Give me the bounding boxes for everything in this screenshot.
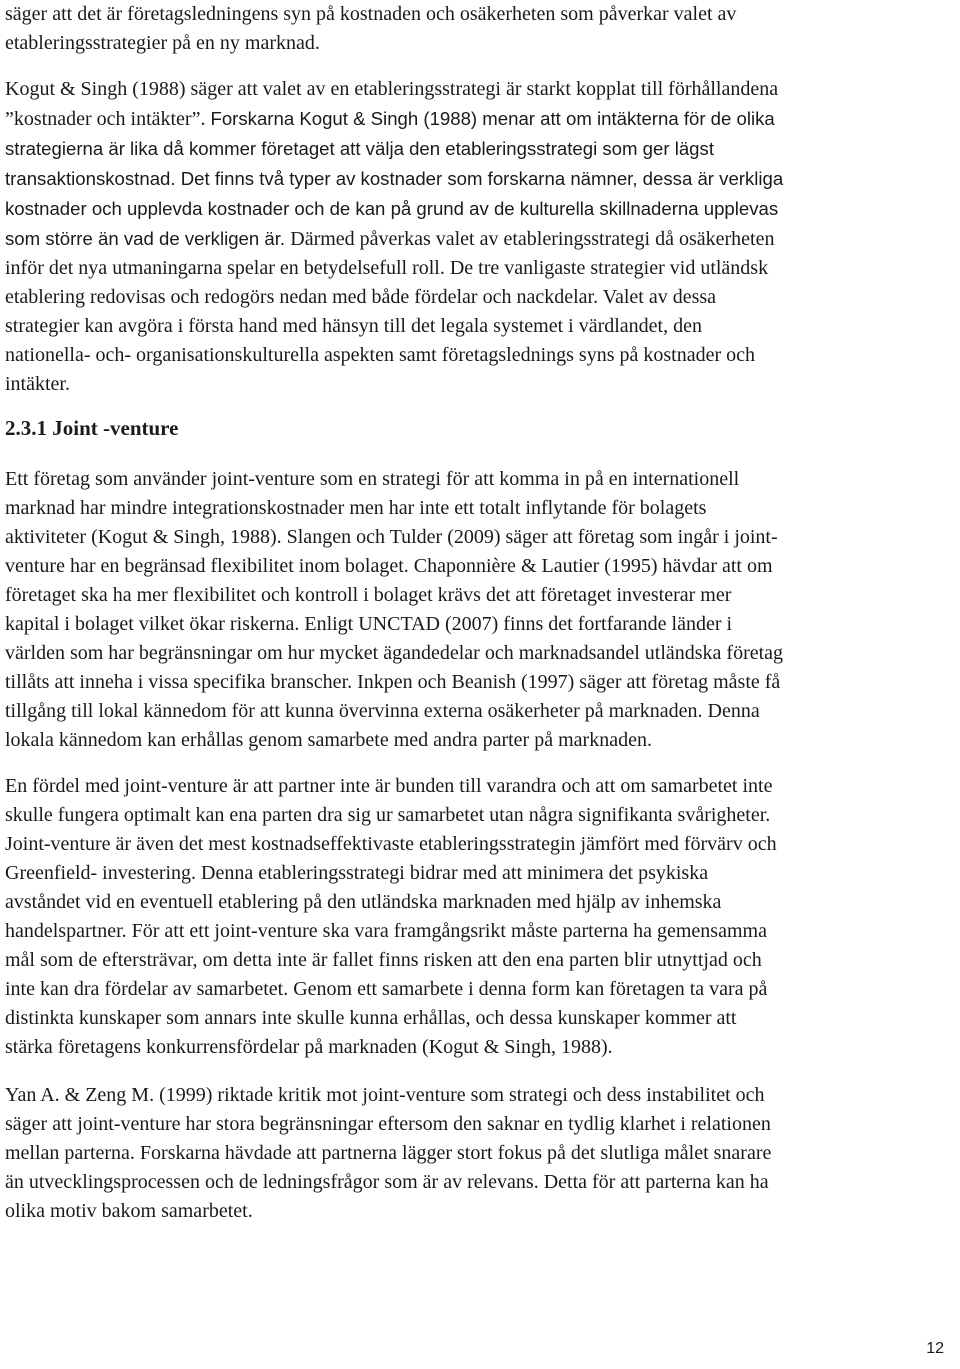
text-line (5, 859, 957, 888)
text-line (5, 639, 957, 668)
text-segment: mellan parterna. Forskarna hävdade att partnerna lägger stort fokus på det slutliga målet snarare (5, 1142, 772, 1164)
text-line (5, 1081, 957, 1110)
text-line (5, 946, 957, 975)
text-segment: som större än vad de verkligen är. (5, 228, 291, 249)
text-segment: kapital i bolaget vilket ökar riskerna. Enligt UNCTAD (2007) finns det fortfarande länder i (5, 613, 733, 635)
text-segment: strategier kan avgöra i första hand med hänsyn till det legala systemet i värdlandet, den (5, 315, 702, 337)
text-line (5, 552, 957, 581)
section-heading: 2.3.1 Joint -venture (5, 416, 179, 440)
text-segment: kostnader och upplevda kostnader och de kan på grund av de kulturella skillnaderna upplevas (5, 198, 779, 219)
text-segment: nationella- och- organisationskulturella aspekten samt företagslednings syns på kostnader och (5, 344, 755, 366)
text-segment: Kogut & Singh (1988) säger att valet av en etableringsstrategi är starkt kopplat till förhållandena (5, 78, 779, 100)
text-segment: stärka företagens konkurrensfördelar på marknaden (Kogut & Singh, 1988). (5, 1036, 613, 1058)
text-line (5, 917, 957, 946)
text-line (5, 104, 957, 134)
text-segment: inte kan dra fördelar av samarbetet. Genom ett samarbete i denna form kan företagen ta vara på (5, 978, 768, 1000)
text-segment: företaget ska ha mer flexibilitet och kontroll i bolaget krävs det att företaget investerar mer (5, 584, 732, 606)
text-segment: strategierna är lika då kommer företaget att välja den etableringsstrategi som ger lägst (5, 138, 714, 159)
text-segment: intäkter. (5, 373, 70, 395)
text-line (5, 370, 957, 399)
text-line (5, 975, 957, 1004)
text-segment: handelspartner. För att ett joint-venture ska vara framgångsrikt måste parterna ha gemensamma (5, 920, 767, 942)
text-segment: Greenfield- investering. Denna etableringsstrategi bidrar med att minimera det psykiska (5, 862, 709, 884)
text-line (5, 1033, 957, 1062)
text-segment: tillgång till lokal kännedom för att kunna övervinna externa osäkerheter på marknaden. Denna (5, 700, 760, 722)
text-segment: Ett företag som använder joint-venture som en strategi för att komma in på en internationell (5, 468, 740, 490)
text-line (5, 29, 957, 58)
text-line (5, 523, 957, 552)
text-segment: etableringsstrategier på en ny marknad. (5, 32, 320, 54)
text-line (5, 224, 957, 254)
text-segment: avståndet vid en eventuell etablering på den utländska marknaden med hjälp av inhemska (5, 891, 722, 913)
text-line (5, 75, 957, 104)
text-segment: olika motiv bakom samarbetet. (5, 1200, 253, 1222)
text-segment: än utvecklingsprocessen och de ledningsfrågor som är av relevans. Detta för att parterna kan ha (5, 1171, 769, 1193)
page-number: 12 (926, 1340, 944, 1357)
text-segment: transaktionskostnad. (5, 168, 181, 189)
text-line (5, 668, 957, 697)
text-line (5, 341, 957, 370)
text-segment: Forskarna Kogut & Singh (1988) menar att om intäkterna för de olika (210, 108, 775, 129)
text-line (5, 830, 957, 859)
text-segment: säger att joint-venture har stora begränsningar eftersom den saknar en tydlig klarhet i relationen (5, 1113, 771, 1135)
text-segment: lokala kännedom kan erhållas genom samarbete med andra parter på marknaden. (5, 729, 652, 751)
text-segment: aktiviteter (Kogut & Singh, 1988). Slangen och Tulder (2009) säger att företag som ingår i joint- (5, 526, 778, 548)
text-line (5, 494, 957, 523)
text-line (5, 772, 957, 801)
text-segment: mål som de eftersträvar, om detta inte är fallet finns risken att den ena parten blir utnyttjad och (5, 949, 762, 971)
text-line (5, 134, 957, 164)
text-line (5, 610, 957, 639)
text-line (5, 801, 957, 830)
text-line (5, 465, 957, 494)
text-segment: tillåts att inneha i vissa specifika branscher. Inkpen och Beanish (1997) säger att företag måste få (5, 671, 781, 693)
paragraph-intro (5, 0, 957, 58)
text-segment: etablering redovisas och redogörs nedan med både fördelar och nackdelar. Valet av dessa (5, 286, 717, 308)
text-segment: skulle fungera optimalt kan ena parten dra sig ur samarbetet utan några signifikanta svårigheter. (5, 804, 771, 826)
text-line (5, 0, 957, 29)
text-segment: Därmed påverkas valet av etableringsstrategi då osäkerheten (290, 228, 775, 250)
text-segment: Joint-venture är även det mest kostnadseffektivaste etableringsstrategin jämfört med förvärv och (5, 833, 777, 855)
text-line (5, 254, 957, 283)
paragraph-joint-venture (5, 465, 957, 755)
text-line (5, 1168, 957, 1197)
text-segment: marknad har mindre integrationskostnader men har inte ett totalt inflytande för bolagets (5, 497, 707, 519)
text-line (5, 726, 957, 755)
text-line (5, 697, 957, 726)
text-segment: världen som har begränsningar om hur mycket ägandedelar och marknadsandel utländska företag (5, 642, 784, 664)
text-line (5, 312, 957, 341)
paragraph-criticism (5, 1081, 957, 1226)
text-line (5, 1110, 957, 1139)
text-segment: Yan A. & Zeng M. (1999) riktade kritik mot joint-venture som strategi och dess instabilitet och (5, 1084, 765, 1106)
text-line (5, 1139, 957, 1168)
text-line (5, 888, 957, 917)
text-line (5, 1197, 957, 1226)
text-line (5, 194, 957, 224)
paragraph-kogut-singh (5, 75, 957, 399)
paragraph-advantages (5, 772, 957, 1062)
text-segment: En fördel med joint-venture är att partner inte är bunden till varandra och att om samarbetet inte (5, 775, 773, 797)
text-line (5, 1004, 957, 1033)
text-segment: säger att det är företagsledningens syn på kostnaden och osäkerheten som påverkar valet av (5, 3, 737, 25)
text-line (5, 164, 957, 194)
text-line (5, 283, 957, 312)
text-segment: distinkta kunskaper som annars inte skulle kunna erhållas, och dessa kunskaper kommer att (5, 1007, 737, 1029)
text-segment: Det finns två typer av kostnader som forskarna nämner, dessa är verkliga (180, 168, 784, 189)
text-segment: venture har en begränsad flexibilitet inom bolaget. Chaponnière & Lautier (1995) hävdar att om (5, 555, 773, 577)
text-segment: inför det nya utmaningarna spelar en betydelsefull roll. De tre vanligaste strategier vid utländsk (5, 257, 769, 279)
text-line (5, 581, 957, 610)
text-segment: ”kostnader och intäkter”. (5, 108, 211, 130)
